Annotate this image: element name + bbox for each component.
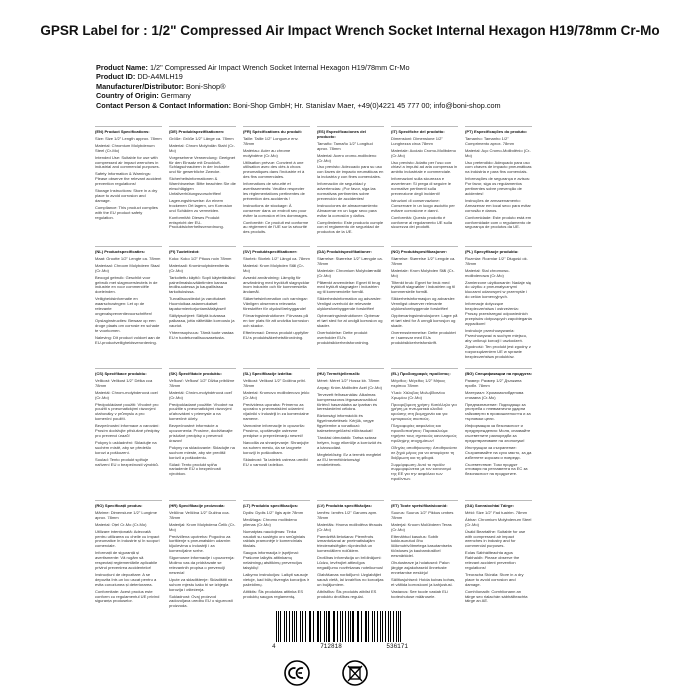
section-paragraph: Beoogd gebruik: Geschikt voor gebruik met slagmoersleutels in de industrie en voor commerciële doeleinden. bbox=[95, 274, 158, 295]
section-paragraph: Tiltenkt bruk: Egnet for bruk med trykkluft slagnøkler i industrien og til kommersielle formål. bbox=[391, 279, 456, 295]
language-section bbox=[95, 246, 162, 362]
section-paragraph: Matériau: Acier au chrome molybdène (Cr-Mo) bbox=[243, 147, 291, 158]
section-paragraph: Atitiktis: Šis produktas atitinka ES produktų saugos reglamentą. bbox=[243, 588, 304, 599]
section-paragraph: Instrucțiuni de depozitare: A se depozita într-un loc uscat pentru a evita coroziunea și deteriorarea. bbox=[95, 571, 157, 587]
section-paragraph: Méret: Méret 1/2" Hossz kb. 78mm bbox=[317, 377, 380, 383]
section-paragraph: Úsáid Beartaithe: Suitable for use with compressed air impact wrenches in industry and for commercial purposes. bbox=[465, 528, 526, 549]
section-paragraph: Soulad: Tento produkt splňuje nařízení EU o bezpečnosti výrobků. bbox=[95, 456, 159, 467]
spec-row bbox=[95, 500, 610, 616]
section-paragraph: Navodila za shranjevanje: Shranjujte na suhem mestu, da se izognete koroziji in poškodbam. bbox=[243, 439, 309, 455]
barcode-bar bbox=[352, 611, 353, 642]
barcode-bar bbox=[328, 611, 329, 642]
barcode-bar bbox=[284, 611, 285, 642]
section-paragraph: Säilytysohjeet: Säilytä kuivassa paikassa, jotta vältetään korroosio ja vauriot. bbox=[169, 312, 235, 328]
section-paragraph: Materiál: Chrom-molybdenová ocel (Cr-Mo) bbox=[95, 389, 158, 400]
section-paragraph: Storlek: Storlek 1/2" Längd ca. 78mm bbox=[243, 255, 310, 261]
section-paragraph: Overensstemmelse: Dette produktet er i samsvar med EUs produktsikkerhetsforskrift. bbox=[391, 329, 456, 345]
section-paragraph: Tárolási útmutatók: Tartsa száraz helyen, hogy elkerülje a korróziót és a károsodást. bbox=[317, 434, 382, 450]
section-paragraph: Saugos informacija ir įspėjimai: Prašome laikytis atitinkamų nelaimingų atsitikimų prevencijos taisyklių! bbox=[243, 550, 303, 570]
language-section bbox=[465, 368, 532, 494]
section-paragraph: Bezpečnostní informace a varování: Prosím dodržujte příslušné předpisy pro prevenci úrazů! bbox=[95, 423, 160, 438]
section-paragraph: Velikost: Velikost 1/2" Dolžina pribl. 78mm bbox=[243, 377, 306, 388]
section-heading: (FI) Tuotetiedot: bbox=[169, 249, 200, 254]
section-paragraph: Ohutusteave ja hoiatused: Palun järgige asjakohaseid õnnetuste ennetamise eeskirju! bbox=[391, 560, 450, 575]
section-paragraph: Materiaali: Kromimolybdeeniteräs (Cr-Mo) bbox=[169, 262, 230, 273]
section-heading: (SK) Špecifikácie produktu: bbox=[169, 371, 222, 376]
barcode-bar bbox=[313, 611, 314, 642]
section-paragraph: Informații de siguranță și avertismente: Vă rugăm să respectați reglementările aplicabile privind prevenirea accidentelor! bbox=[95, 550, 158, 570]
section-paragraph: Megfelelőség: Ez a termék megfelel az EU termékbiztonsági rendeletének. bbox=[317, 451, 382, 467]
section-paragraph: Lagerungshinweise: An einem trockenen Ort lagern, um Korrosion und Schäden zu vermeiden. bbox=[169, 197, 233, 213]
section-heading: (SV) Produktspecifikationer: bbox=[243, 249, 298, 254]
section-paragraph: Предназначение: Подходящо за употреба с пневматични ударни гайковерти в промишлеността и за търговски цели. bbox=[465, 401, 531, 422]
section-paragraph: Naleving: Dit product voldoet aan de EU-productveiligheidsverordening. bbox=[95, 334, 161, 345]
section-paragraph: Glabāšanas norādījumi: Uzglabājiet sausā vietā, lai izvairītos no korozijas un bojājumiem. bbox=[317, 571, 384, 587]
section-paragraph: Säilitusjuhised: Hoida kuivas kohas, et vältida korrosiooni ja kahjustusi. bbox=[391, 576, 456, 587]
section-paragraph: Material: Chromium Molybdenum Steel (Cr-Mo) bbox=[95, 142, 155, 153]
section-paragraph: Materiāls: Hroma molibdēna tērauds (Cr-Mo) bbox=[317, 521, 383, 532]
section-paragraph: Material: Krom Molybden Stål (Cr-Mo) bbox=[243, 262, 305, 273]
language-section bbox=[243, 126, 310, 240]
section-paragraph: Conformità: Questo prodotto è conforme al regolamento UE sulla sicurezza dei prodotti. bbox=[391, 214, 452, 230]
barcode-bar bbox=[296, 611, 297, 642]
section-paragraph: Velikost: Velikost 1/2" Délka cca 78mm bbox=[95, 377, 153, 388]
section-paragraph: Turvallisuustiedot ja varoitukset: Huomioikaa asianmukaiset tapaturmientorjuntamääräykset! bbox=[169, 296, 227, 312]
section-paragraph: Opbevaringsinstruktioner: Opbevar et tørt sted for at undgå korrosion og skader. bbox=[317, 312, 383, 328]
barcode-bar bbox=[305, 611, 306, 642]
section-heading: (PL) Specyfikacje produktu: bbox=[465, 249, 519, 254]
section-paragraph: Instruções de armazenamento: Armazenar em local seco para evitar corrosão e danos. bbox=[465, 197, 531, 213]
section-paragraph: Προοριζόμενη χρήση: Κατάλληλο για χρήση με πνευματικά κλειδιά κρούσης στη βιομηχανία και για εμπορικούς σκοπούς. bbox=[391, 401, 457, 422]
section-paragraph: Overholdelse: Dette produkt overholder EU's produktsikkerhedsforordning. bbox=[317, 329, 370, 345]
section-paragraph: Istruzioni di conservazione: Conservare in un luogo asciutto per evitare corrosione e danni. bbox=[391, 197, 455, 213]
section-paragraph: Veličina: Veličina 1/2" Dužina cca. 78mm bbox=[169, 509, 230, 520]
section-paragraph: Atbilstība: Šis produkts atbilst ES produktu drošības regulai. bbox=[317, 588, 377, 599]
section-paragraph: Инструкции за съхранение: Съхранявайте на сухо място, за да избегнете корозия и повреди. bbox=[465, 444, 532, 460]
section-heading: (NO) Produktspesifikasjoner: bbox=[391, 249, 447, 254]
section-heading: (CS) Specifikace produktu: bbox=[95, 371, 147, 376]
section-paragraph: Tamanho: Tamanho 1/2" Comprimento aprox. 78mm bbox=[465, 135, 515, 146]
language-section bbox=[391, 368, 458, 494]
barcode-bars bbox=[276, 611, 404, 642]
section-paragraph: Zamierzone użytkowanie: Nadaje się do użytku z pneumatycznymi kluczami udarowymi w przemyśle i do celów komercyjnych. bbox=[465, 279, 532, 300]
section-paragraph: Numatytas naudojimas: Tinka naudoti su suslėgto oro smūginiais raktais pramonėje ir komerciniais tikslais. bbox=[243, 528, 306, 549]
section-paragraph: Eolas Sábháilteachta agus Rabhaidh: Please observe the relevant accident prevention regulations! bbox=[465, 550, 520, 570]
language-section bbox=[465, 500, 532, 616]
language-section bbox=[391, 246, 458, 362]
section-paragraph: Съответствие: Този продукт отговаря на регламента на ЕС за безопасност на продуктите. bbox=[465, 461, 528, 477]
section-paragraph: Zgodność: Ten produkt jest zgodny z rozporządzeniem UE w sprawie bezpieczeństwa produktów. bbox=[465, 344, 531, 360]
barcode-bar bbox=[276, 611, 277, 642]
section-paragraph: Skladnost: Ta izdelek ustreza uredbi EU o varnosti izdelkov. bbox=[243, 456, 308, 467]
section-paragraph: Информация за безопасност и предупреждения: Моля, спазвайте съответните разпоредби за предотвратяване на злополуки! bbox=[465, 423, 531, 443]
meta-manufacturer: Manufacturer/Distributor: Boni-Shop® bbox=[96, 81, 226, 91]
section-paragraph: Ábhar: Chromium Molybdenum Steel (Cr-Mo) bbox=[465, 516, 532, 527]
barcode-bar bbox=[300, 611, 301, 642]
section-paragraph: Drošības informācija un brīdinājumi: Lūdzu, ievērojiet attiecīgos negadījumu novēršanas noteikumus! bbox=[317, 555, 384, 570]
section-paragraph: Informações de segurança e avisos: Por favor, siga os regulamentos pertinentes sobre prevenção de acidentes! bbox=[465, 176, 531, 196]
section-paragraph: Bezpečnostné informácie a upozornenia: Prosíme, dodržiavajte príslušné predpisy o prevencii úrazov! bbox=[169, 423, 233, 443]
language-section bbox=[317, 368, 384, 494]
section-paragraph: Οδηγίες αποθήκευσης: Αποθηκεύστε σε ξηρό μέρος για να αποφύγετε τη διάβρωση και τη φθορά. bbox=[391, 444, 458, 460]
section-heading: (LT) Produkto specifikacijos: bbox=[243, 503, 299, 508]
section-heading: (ES) Especificaciones del producto: bbox=[317, 129, 367, 139]
language-section bbox=[169, 246, 236, 362]
section-paragraph: Tarkoitettu käyttö: Sopii käytettäväksi paineilmaiskuvääntimien kanssa teollisuudessa ja kaupallisissa tarkoituksissa. bbox=[169, 274, 236, 295]
section-paragraph: Informacje dotyczące bezpieczeństwa i ostrzeżenia: Proszę przestrzegać odpowiednich przepisów dotyczących zapobiegania wypadkom! bbox=[465, 301, 532, 326]
meta-product-name: Product Name: 1/2" Compressed Air Impact Wrench Socket Internal Hexagon H19/78mm Cr-Mo bbox=[96, 63, 410, 72]
language-section bbox=[169, 368, 236, 494]
section-paragraph: Ettenähtud kasutus: Sobib kokkusurutud õhu löökmutrivõtmetega kasutamiseks tööstuses ja kaubanduslikel eesmärkidel. bbox=[391, 533, 452, 559]
section-paragraph: Uso previsto: Adatto per l'uso con chiavi a impulsi ad aria compressa in ambito industriale e commerciale. bbox=[391, 159, 458, 175]
section-paragraph: Materiaal: Chroom Molybdeen Staal (Cr-Mo) bbox=[95, 262, 160, 273]
section-paragraph: Yhteensopivuus: Tämä tuote vastaa EU:n tuoteturvallisuusasetusta. bbox=[169, 329, 234, 340]
barcode-bar bbox=[340, 611, 341, 642]
section-paragraph: Předpokládané použití: Vhodné pro použití s pneumatickými rázovými utahováky v průmyslu a pro komerční použití. bbox=[95, 401, 159, 422]
barcode-bar bbox=[361, 611, 362, 642]
section-heading: (BG) Спецификации на продукта: bbox=[465, 371, 532, 376]
language-section bbox=[95, 126, 162, 240]
section-paragraph: Størrelse: Størrelse 1/2" Lengde ca. 78mm bbox=[391, 255, 456, 266]
section-paragraph: Oppbevaringsinstruksjoner: Lagre på et tørt sted for å unngå korrosjon og skade. bbox=[391, 312, 458, 328]
section-paragraph: Efterlevnad: Denna produkt uppfyller EU:s produktsäkerhetsförordning. bbox=[243, 329, 309, 340]
section-paragraph: Materiale: Chromium Molybdænstål (Cr-Mo) bbox=[317, 267, 381, 278]
section-paragraph: Materiale: Krom Molybden Stål (Cr-Mo) bbox=[391, 267, 455, 278]
section-paragraph: Conformité: Ce produit est conforme au règlement de l'UE sur la sécurité des produits. bbox=[243, 219, 309, 235]
section-paragraph: Predviđena upotreba: Pogodno za korištenje s pneumatskim udarnim ključevima u industriji i za komercijalne svrhe. bbox=[169, 533, 231, 554]
language-section bbox=[391, 126, 458, 240]
barcode-bar bbox=[286, 611, 287, 642]
section-paragraph: Sigurnosne informacije i upozorenja: Molimo vas da pridržavate se relevantnih propisa o prevenciji nesreća! bbox=[169, 555, 235, 575]
language-section bbox=[243, 500, 310, 616]
section-paragraph: Konformität: Dieses Produkt entspricht der EU-Produktsicherheitsverordnung. bbox=[169, 214, 224, 230]
section-paragraph: Materiale: Acciaio Cromo-Molibdeno (Cr-Mo) bbox=[391, 147, 457, 158]
section-paragraph: Upute za skladištenje: Skladištiti na suhom mjestu kako bi se izbjegla korozija i oštećenja. bbox=[169, 576, 233, 592]
section-paragraph: Predvidena uporaba: Primerno za uporabo s pnevmatskimi udarnimi vijačniki v industriji in za komercialne namene. bbox=[243, 401, 309, 422]
section-paragraph: Informations de sécurité et avertissements: Veuillez respecter les réglementations pertinentes de prévention des accidents ! bbox=[243, 181, 305, 201]
language-section bbox=[465, 126, 532, 240]
section-paragraph: Tamaño: Tamaño 1/2" Longitud aprox. 78mm bbox=[317, 140, 373, 151]
section-paragraph: Materiał: Stal chromowo-molibdenowa (Cr-Mo) bbox=[465, 267, 510, 278]
section-heading: (DE) Produktspezifikationen: bbox=[169, 129, 225, 134]
language-section bbox=[95, 500, 162, 616]
section-paragraph: Instructions de stockage: À conserver dans un endroit sec pour éviter la corrosion et les dommages. bbox=[243, 202, 309, 218]
section-paragraph: Материал: Хромомолибденова стомана (Cr-Mo) bbox=[465, 389, 524, 400]
section-heading: (PT) Especificações do produto: bbox=[465, 129, 528, 134]
language-section bbox=[317, 246, 384, 362]
meta-country: Country of Origin: Germany bbox=[96, 91, 191, 101]
section-paragraph: Instrukcje przechowywania: Przechowywać w suchym miejscu, aby uniknąć korozji i uszkodzeń. bbox=[465, 327, 528, 343]
section-paragraph: Súlad: Tento produkt spĺňa nariadenie EÚ o bezpečnosti výrobkov. bbox=[169, 461, 221, 477]
section-paragraph: Material: Oțel Cr-Mo (Cr-Mo) bbox=[95, 521, 147, 527]
section-heading: (NL) Productspecificaties: bbox=[95, 249, 146, 254]
section-heading: (GA) Sonraíochtaí Táirge: bbox=[465, 503, 515, 508]
section-paragraph: Utilizare intenționată: Adecvată pentru utilizarea cu cheile cu impact pneumatice în industrie și în scopuri comerciale. bbox=[95, 528, 160, 549]
section-heading: (DA) Produktspecifikationer: bbox=[317, 249, 372, 254]
barcode-digits bbox=[272, 643, 408, 650]
language-section bbox=[169, 500, 236, 616]
barcode-digit-group: 4 bbox=[272, 643, 276, 650]
section-paragraph: Varnostne informacije in opozorila: Prosimo, upoštevajte ustrezne predpise o preprečevanju nesreč! bbox=[243, 423, 305, 438]
section-heading: (EL) Προδιαγραφές προϊόντος: bbox=[391, 371, 451, 376]
section-paragraph: Biztonsági információk és figyelmeztetések: Kérjük, vegye figyelembe a vonatkozó balesetmegelőzési előírásokat! bbox=[317, 413, 374, 434]
section-paragraph: Comhlíonadh: Comhlíonann an táirge seo rialachán sábháilteachta táirge an AE. bbox=[465, 588, 528, 604]
barcode-bar bbox=[374, 611, 375, 642]
section-paragraph: Sicherheitsinformationen & Warnhinweise: Bitte beachten Sie die einschlägigen Unfallverhütungsvorschriften! bbox=[169, 176, 236, 196]
barcode-digit-group: 536171 bbox=[386, 643, 408, 650]
section-paragraph: Predpokladané použitie: Vhodné na použitie s pneumatickými rázovými uťahovákmi v priemysle a na komerčné účely. bbox=[169, 401, 234, 422]
section-paragraph: Informazioni sulla sicurezza e avvertenze: Si prega di seguire le normative pertinenti sulla prevenzione degli incidenti! bbox=[391, 176, 452, 196]
section-paragraph: Méid: Size 1/2" Fad tuairim. 78mm bbox=[465, 509, 527, 515]
section-paragraph: Uso pretendido: Adequado para uso com chaves de impacto pneumáticas na indústria e para fins comerciais. bbox=[465, 159, 532, 175]
language-section bbox=[317, 500, 384, 616]
section-paragraph: Pokyny na skladovanie: Skladujte na suchom mieste, aby ste predišli korózii a poškodeniu. bbox=[169, 444, 235, 460]
section-paragraph: Size: Size 1/2" Length approx. 78mm bbox=[95, 135, 162, 141]
section-paragraph: Instrucciones de almacenamiento: Almacenar en un lugar seco para evitar la corrosión y daños. bbox=[317, 202, 379, 218]
section-paragraph: Izmērs: Izmērs 1/2" Garums apm. 78mm bbox=[317, 509, 378, 520]
section-paragraph: Conformitate: Acest produs este conform cu regulamentul UE privind siguranța produselor. bbox=[95, 588, 160, 604]
section-paragraph: Materijal: Krom Molybdena Čelik (Cr-Mo) bbox=[169, 521, 236, 532]
section-paragraph: Utilisation prévue: Convient à une utilisation avec des clés à chocs pneumatiques dans l'industrie et à des fins commerciales. bbox=[243, 159, 305, 180]
barcode-bar bbox=[388, 611, 389, 642]
section-paragraph: Veľkosť: Veľkosť 1/2" Dĺžka približne 78mm bbox=[169, 377, 235, 388]
section-heading: (SL) Specifikacije izdelka: bbox=[243, 371, 293, 376]
section-heading: (EN) Product Specifications: bbox=[95, 129, 150, 134]
section-paragraph: Påtænkt anvendelse: Egnet til brug med trykluft slagnøgler i industrien og til kommercielle formål. bbox=[317, 279, 380, 295]
section-paragraph: Conformidade: Este produto está em conformidade com o regulamento de segurança de produtos da UE. bbox=[465, 214, 532, 230]
section-paragraph: Συμμόρφωση: Αυτό το προϊόν συμμορφώνεται με τον κανονισμό της ΕΕ για την ασφάλεια των προϊόντων. bbox=[391, 461, 452, 482]
section-paragraph: Μέγεθος: Μέγεθος 1/2" Μήκος περίπου 78mm bbox=[391, 377, 446, 388]
section-paragraph: Paredzētā lietošana: Piemērots izmantošanai ar pneimatiskajām triecienatslēgām rūpniecībā un komerciāliem nolūkiem. bbox=[317, 533, 375, 554]
section-paragraph: Säkerhetsinformation och varningar: Vänligen observera relevanta föreskrifter för olycksförebyggande! bbox=[243, 296, 309, 312]
section-paragraph: Uso previsto: Adecuado para su uso con llaves de impacto neumáticas en la industria y con fines comerciales. bbox=[317, 164, 384, 180]
section-paragraph: Vorgesehene Verwendung: Geeignet für den Einsatz mit Druckluft-Schlagschraubern in der Industrie und für gewerbliche Zwecke. bbox=[169, 154, 236, 175]
barcode-bar bbox=[382, 611, 383, 642]
spec-row bbox=[95, 368, 610, 494]
section-paragraph: Koko: Koko 1/2" Pituus noin 78mm bbox=[169, 255, 232, 261]
section-heading: (IT) Specifiche del prodotto: bbox=[391, 129, 445, 134]
barcode-bar bbox=[368, 611, 369, 642]
section-paragraph: Material: Aço Cromo-Molibdênio (Cr-Mo) bbox=[465, 147, 531, 158]
section-paragraph: Mărime: Dimensiune 1/2" Lungime aprox. 78mm bbox=[95, 509, 157, 520]
section-paragraph: Rozmiar: Rozmiar 1/2" Długość ok. 78mm bbox=[465, 255, 528, 266]
barcode-bar bbox=[396, 611, 397, 642]
section-heading: (FR) Spécifications du produit: bbox=[243, 129, 303, 134]
section-paragraph: Treoracha Stórála: Store in a dry place to avoid corrosion and damage. bbox=[465, 571, 524, 587]
page-title: GPSR Label for : 1/2" Compressed Air Impact Wrench Socket Internal Hexagon H19/78mm Cr-Mo bbox=[40, 23, 660, 38]
section-heading: (LV) Produkta specifikācijas: bbox=[317, 503, 373, 508]
section-paragraph: Πληροφορίες ασφαλείας και προειδοποιήσεις: Παρακαλούμε τηρήστε τους σχετικούς κανονισμούς πρόληψης ατυχημάτων! bbox=[391, 423, 457, 443]
section-paragraph: Materiál: Chróm-molybdénová oceľ (Cr-Mo) bbox=[169, 389, 233, 400]
specifications-grid bbox=[95, 126, 610, 622]
section-paragraph: Υλικό: Χάλυβας Μολυβδαινίου Χρωμίου (Cr-Mo) bbox=[391, 389, 445, 400]
section-paragraph: Pokyny k uskladnění: Skladujte na suchém místě, aby se předešlo korozi a poškození. bbox=[95, 439, 157, 455]
section-paragraph: Medžiaga: Chromo molibdeno plienas (Cr-Mo) bbox=[243, 516, 297, 527]
section-paragraph: Material: Acero cromo-molibdeno (Cr-Mo) bbox=[317, 152, 377, 163]
meta-contact: Contact Person & Contact Information: Boni-Shop GmbH; Hr. Stanislav Maer, +49(0)4221 45 777 00; info@boni-shop.com bbox=[96, 100, 501, 110]
section-paragraph: Opslaginstructies: Bewaar op een droge plaats om corrosie en schade te voorkomen. bbox=[95, 317, 160, 333]
spec-row bbox=[95, 126, 610, 240]
section-paragraph: Laikymo instrukcijos: Laikyti sausoje vietoje, kad būtų išvengta korozijos ir pažeidimų. bbox=[243, 571, 310, 587]
section-paragraph: Taille: Taille 1/2" Longueur env. 78mm bbox=[243, 135, 299, 146]
barcode-digit-group: 712818 bbox=[320, 643, 342, 650]
section-paragraph: Maat: Grootte 1/2" Lengte ca. 78mm bbox=[95, 255, 161, 261]
language-section bbox=[243, 368, 310, 494]
section-paragraph: Anyag: Króm-Molibdén Acél (Cr-Mo) bbox=[317, 384, 382, 390]
section-paragraph: Sukladnost: Ovaj proizvod zadovoljava uredbu EU o sigurnosti proizvoda. bbox=[169, 593, 233, 609]
language-section bbox=[243, 246, 310, 362]
section-paragraph: Intended Use: Suitable for use with compressed air impact wrenches in industrial and commercial purposes. bbox=[95, 154, 160, 170]
section-paragraph: Размер: Размер 1/2" Дължина прибл. 78mm bbox=[465, 377, 522, 388]
section-paragraph: Dimensioni: Dimensione 1/2" Lunghezza circa 78mm bbox=[391, 135, 443, 146]
language-section bbox=[169, 126, 236, 240]
ean-barcode bbox=[272, 611, 408, 651]
section-paragraph: Cumplimiento: Este producto cumple con el reglamento de seguridad de productos de la UE. bbox=[317, 219, 384, 235]
section-paragraph: Størrelse: Størrelse 1/2" Længde ca. 78mm bbox=[317, 255, 383, 266]
barcode-bar bbox=[333, 611, 334, 642]
language-section bbox=[95, 368, 162, 494]
spec-row bbox=[95, 246, 610, 362]
section-paragraph: Avsedd användning: Lämplig för användning med tryckluft slagnycklar inom industrin och för kommersiella ändamål. bbox=[243, 274, 310, 295]
barcode-bar bbox=[320, 611, 321, 642]
section-heading: (HR) Specifikacije proizvoda: bbox=[169, 503, 225, 508]
section-paragraph: Sikkerhetsinformasjon og advarsler: Vennligst observer relevante ulykkesforebyggende forskrifter! bbox=[391, 296, 456, 312]
section-paragraph: Förvaringsinstruktioner: Förvaras på en torr plats för att undvika korrosion och skador. bbox=[243, 312, 309, 328]
language-section bbox=[391, 500, 458, 616]
section-paragraph: Información de seguridad y advertencias: ¡Por favor, siga las normativas pertinentes sobre prevención de accidentes! bbox=[317, 181, 376, 201]
ce-mark-icon bbox=[284, 660, 310, 686]
product-meta bbox=[96, 63, 501, 110]
meta-product-id: Product ID: DD-A4MLH19 bbox=[96, 72, 183, 82]
language-section bbox=[465, 246, 532, 362]
section-paragraph: Safety Information & Warnings: Please observe the relevant accident prevention regulations! bbox=[95, 171, 162, 187]
section-paragraph: Vastavus: See toode vastab ELi tooteohutuse määrusele. bbox=[391, 588, 449, 599]
section-paragraph: Größe: Größe 1/2" Länge ca. 78mm bbox=[169, 135, 234, 141]
section-paragraph: Storage Instructions: Store in a dry place to avoid corrosion and damage. bbox=[95, 188, 158, 203]
section-heading: (RO) Specificații produs: bbox=[95, 503, 143, 508]
section-paragraph: Tervezett felhasználás: Alkalmas kompresszoros légcsavarozókkal történő használatra az iparban és kereskedelmi célokra. bbox=[317, 391, 378, 412]
weee-bin-icon bbox=[342, 660, 368, 686]
section-paragraph: Suurus: Suurus 1/2" Pikkus umbes 78mm bbox=[391, 509, 454, 520]
section-paragraph: Sikkerhedsinformation og advarsler: Venligst overhold de relevante ulykkesforebyggende forskrifter! bbox=[317, 296, 382, 312]
section-paragraph: Materjal: Kroom Molübdeen Teras (Cr-Mo) bbox=[391, 521, 452, 532]
section-paragraph: Dydis: Dydis 1/2" Ilgis apie 78mm bbox=[243, 509, 304, 515]
section-paragraph: Material: Kromovo molibdenovo jeklo (Cr-Mo) bbox=[243, 389, 310, 400]
section-paragraph: Veiligheidsinformatie en waarschuwingen: Let op de relevante ongevalspreventievoorschriften! bbox=[95, 296, 153, 316]
section-paragraph: Material: Chrom Molybdän Stahl (Cr-Mo) bbox=[169, 142, 235, 153]
section-paragraph: Compliance: This product complies with the EU product safety regulation. bbox=[95, 204, 158, 220]
language-section bbox=[317, 126, 384, 240]
barcode-bar bbox=[350, 611, 351, 642]
section-heading: (ET) Toote spetsifikatsioonid: bbox=[391, 503, 448, 508]
section-heading: (HU) Termékjellemzők: bbox=[317, 371, 361, 376]
